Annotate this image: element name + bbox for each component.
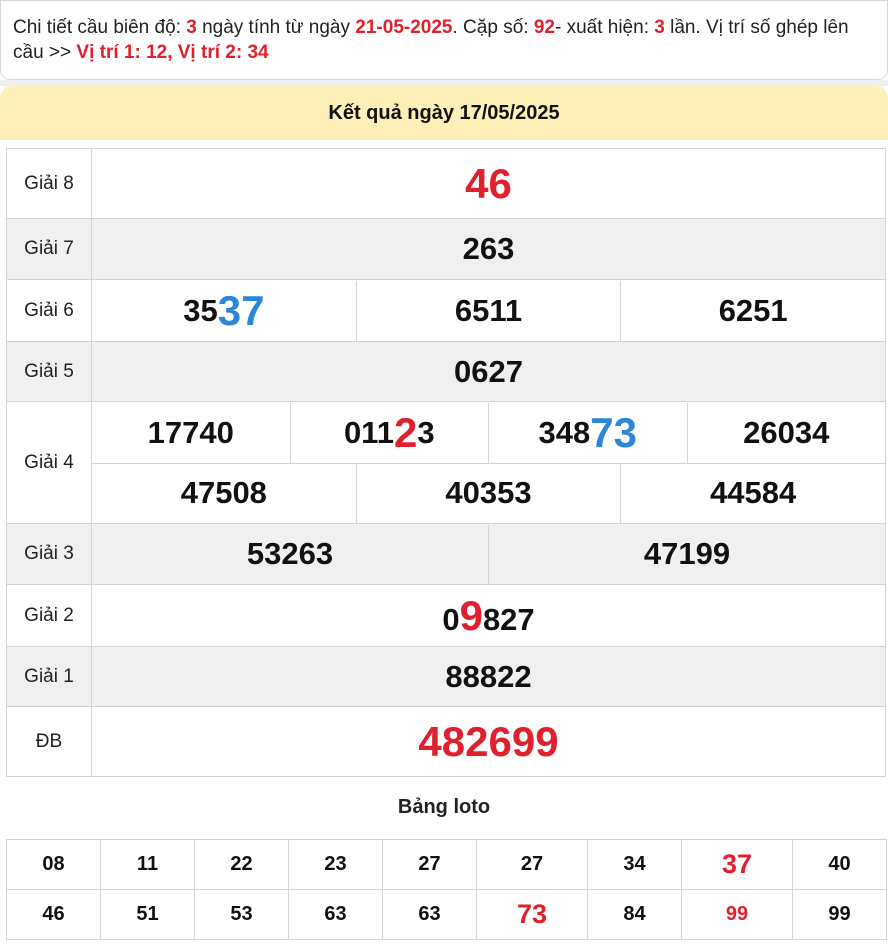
loto-table-title: Bảng loto xyxy=(397,796,491,818)
number-giai-8: 46 xyxy=(465,159,512,207)
number-giai-6-2: 6511 xyxy=(356,281,621,341)
label-giai-8: Giải 8 xyxy=(7,149,92,219)
number-giai-6-1 xyxy=(92,281,356,341)
number-giai-7: 263 xyxy=(92,219,886,280)
row-giai-2 xyxy=(7,585,886,647)
number-giai-5: 0627 xyxy=(92,342,886,402)
number-giai-6-3: 6251 xyxy=(620,281,885,341)
results-table xyxy=(6,148,886,777)
digits-plain: 35 xyxy=(183,292,218,328)
label-giai-7: Giải 7 xyxy=(7,219,92,280)
loto-cell: 27 xyxy=(383,840,477,890)
value-dac-biet xyxy=(92,707,886,777)
row-giai-5 xyxy=(7,342,886,402)
value-giai-6 xyxy=(92,280,886,342)
info-positions: Vị trí 1: 12, Vị trí 2: 34 xyxy=(76,42,269,63)
value-giai-8 xyxy=(92,149,886,219)
digits-plain: 3 xyxy=(417,414,435,450)
loto-cell: 84 xyxy=(588,890,682,940)
loto-cell: 63 xyxy=(289,890,383,940)
number-giai-3-2: 47199 xyxy=(488,525,885,584)
label-dac-biet: ĐB xyxy=(7,707,92,777)
loto-row-2 xyxy=(7,890,887,940)
number-giai-4-6: 40353 xyxy=(356,464,621,523)
loto-cell: 46 xyxy=(7,890,101,940)
row-giai-4 xyxy=(7,402,886,524)
label-giai-1: Giải 1 xyxy=(7,647,92,707)
number-giai-4-3 xyxy=(488,403,687,463)
loto-cell: 63 xyxy=(383,890,477,940)
result-date-title: Kết quả ngày 17/05/2025 xyxy=(328,101,560,124)
loto-cell-highlight: 37 xyxy=(682,840,793,890)
info-text-4: - xuất hiện: xyxy=(554,17,655,38)
number-giai-4-4: 26034 xyxy=(687,403,886,463)
label-giai-4: Giải 4 xyxy=(7,402,92,524)
row-dac-biet xyxy=(7,707,886,777)
number-giai-4-5: 47508 xyxy=(180,475,267,510)
loto-cell: 53 xyxy=(195,890,289,940)
row-giai-1 xyxy=(7,647,886,707)
row-giai-7 xyxy=(7,219,886,280)
digits-highlight: 37 xyxy=(217,286,265,334)
info-days: 3 xyxy=(186,17,197,38)
number-giai-1: 88822 xyxy=(92,647,886,707)
number-giai-3-1: 53263 xyxy=(246,536,334,571)
digits-highlight: 73 xyxy=(590,408,637,456)
loto-cell: 40 xyxy=(793,840,887,890)
info-text-5: lần. Vị trí số ghép lên cầu >> xyxy=(13,17,849,63)
loto-row-1 xyxy=(7,840,887,890)
info-pair: 92 xyxy=(533,17,555,38)
label-giai-2: Giải 2 xyxy=(7,585,92,647)
row-giai-3 xyxy=(7,524,886,585)
loto-cell: 27 xyxy=(477,840,588,890)
value-giai-3 xyxy=(92,524,886,585)
row-giai-6 xyxy=(7,280,886,342)
loto-table xyxy=(6,839,887,940)
number-giai-4-7: 44584 xyxy=(620,464,885,523)
label-giai-6: Giải 6 xyxy=(7,280,92,342)
loto-cell: 22 xyxy=(195,840,289,890)
label-giai-5: Giải 5 xyxy=(7,342,92,402)
loto-cell: 34 xyxy=(588,840,682,890)
value-giai-4 xyxy=(92,402,886,524)
digits-plain: 827 xyxy=(482,601,535,637)
digits-highlight: 9 xyxy=(459,591,483,639)
digits-plain: 0 xyxy=(442,601,460,637)
loto-cell: 99 xyxy=(793,890,887,940)
loto-cell-highlight: 73 xyxy=(477,890,588,940)
number-giai-2 xyxy=(92,585,886,647)
number-giai-4-2 xyxy=(290,403,489,463)
loto-cell: 08 xyxy=(7,840,101,890)
bridge-info-box xyxy=(0,0,888,80)
digits-highlight: 2 xyxy=(393,408,418,456)
loto-cell: 51 xyxy=(101,890,195,940)
digits-plain: 348 xyxy=(538,414,591,450)
loto-cell: 23 xyxy=(289,840,383,890)
info-text-1: Chi tiết cầu biên độ: xyxy=(13,17,187,38)
number-giai-4-1: 17740 xyxy=(147,414,234,450)
number-dac-biet: 482699 xyxy=(418,717,559,765)
row-giai-8 xyxy=(7,149,886,219)
info-date: 21-05-2025 xyxy=(355,17,453,38)
digits-plain: 011 xyxy=(343,414,394,450)
info-text-3: . Cặp số: xyxy=(452,17,534,38)
loto-cell-highlight: 99 xyxy=(682,890,793,940)
loto-cell: 11 xyxy=(101,840,195,890)
info-times: 3 xyxy=(654,17,665,38)
result-date-header xyxy=(0,86,888,140)
label-giai-3: Giải 3 xyxy=(7,524,92,585)
info-text-2: ngày tính từ ngày xyxy=(196,17,356,38)
